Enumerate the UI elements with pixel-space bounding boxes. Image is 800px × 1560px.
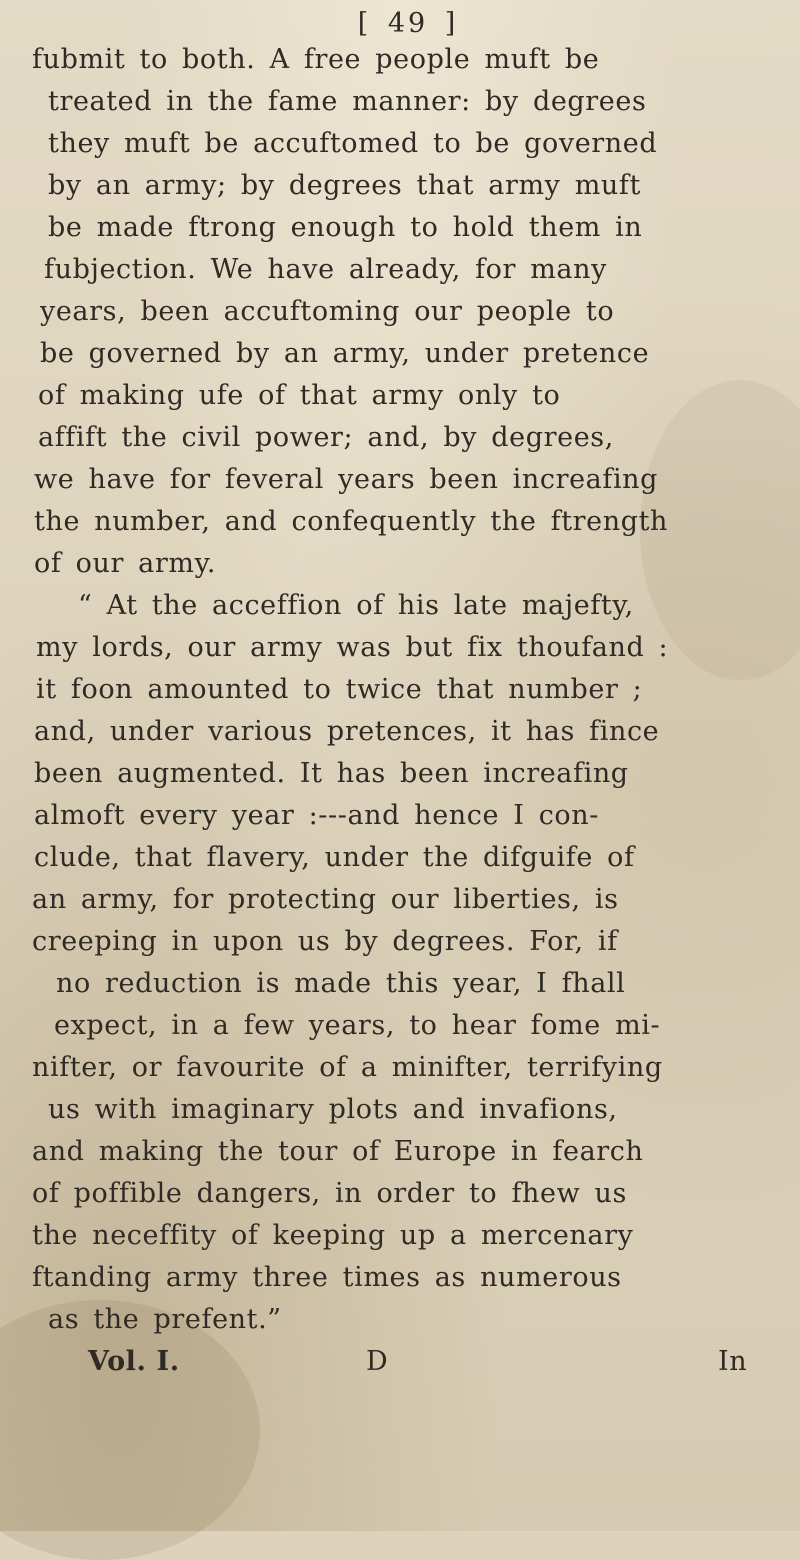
volume-label: Vol. I. [88,1346,180,1377]
text-line: fubjection. We have already, for many [44,254,607,285]
text-line: almoft every year :---and hence I con- [34,800,599,831]
text-line: us with imaginary plots and invafions, [48,1094,618,1125]
page-number-header: [ 49 ] [357,8,459,39]
text-line: creeping in upon us by degrees. For, if [32,926,618,957]
text-line: ftanding army three times as numerous [32,1262,622,1293]
text-line: clude, that flavery, under the difguife of [34,842,635,873]
page-footer [28,1346,788,1386]
text-line: “ At the acceffion of his late majefty, [78,590,634,621]
signature-mark: D [366,1346,389,1377]
text-line: an army, for protecting our liberties, is [32,884,619,915]
text-line: we have for feveral years been increafing [34,464,659,495]
text-line: and, under various pretences, it has fince [34,716,660,747]
text-line: treated in the fame manner: by degrees [48,86,647,117]
text-line: be governed by an army, under pretence [40,338,650,369]
text-line: of our army. [34,548,217,579]
text-line: they muft be accuftomed to be governed [48,128,658,159]
text-line: as the prefent.” [48,1304,282,1335]
text-line: been augmented. It has been increafing [34,758,629,789]
text-line: it foon amounted to twice that number ; [36,674,643,705]
text-line: of poffible dangers, in order to fhew us [32,1178,627,1209]
text-line: expect, in a few years, to hear fome mi- [54,1010,661,1041]
text-line: no reduction is made this year, I fhall [56,968,626,999]
text-line: the number, and confequently the ftrength [34,506,669,537]
text-line: be made ftrong enough to hold them in [48,212,643,243]
text-line: nifter, or favourite of a minifter, terrifying [32,1052,663,1083]
text-line: by an army; by degrees that army muft [48,170,641,201]
text-line: the neceffity of keeping up a mercenary [32,1220,634,1251]
text-line: fubmit to both. A free people muft be [32,44,600,75]
catchword: In [718,1346,748,1377]
text-line: affift the civil power; and, by degrees, [38,422,614,453]
text-line: years, been accuftoming our people to [40,296,615,327]
text-line: and making the tour of Europe in fearch [32,1136,644,1167]
text-line: of making ufe of that army only to [38,380,561,411]
text-line: my lords, our army was but fix thoufand : [36,632,669,663]
